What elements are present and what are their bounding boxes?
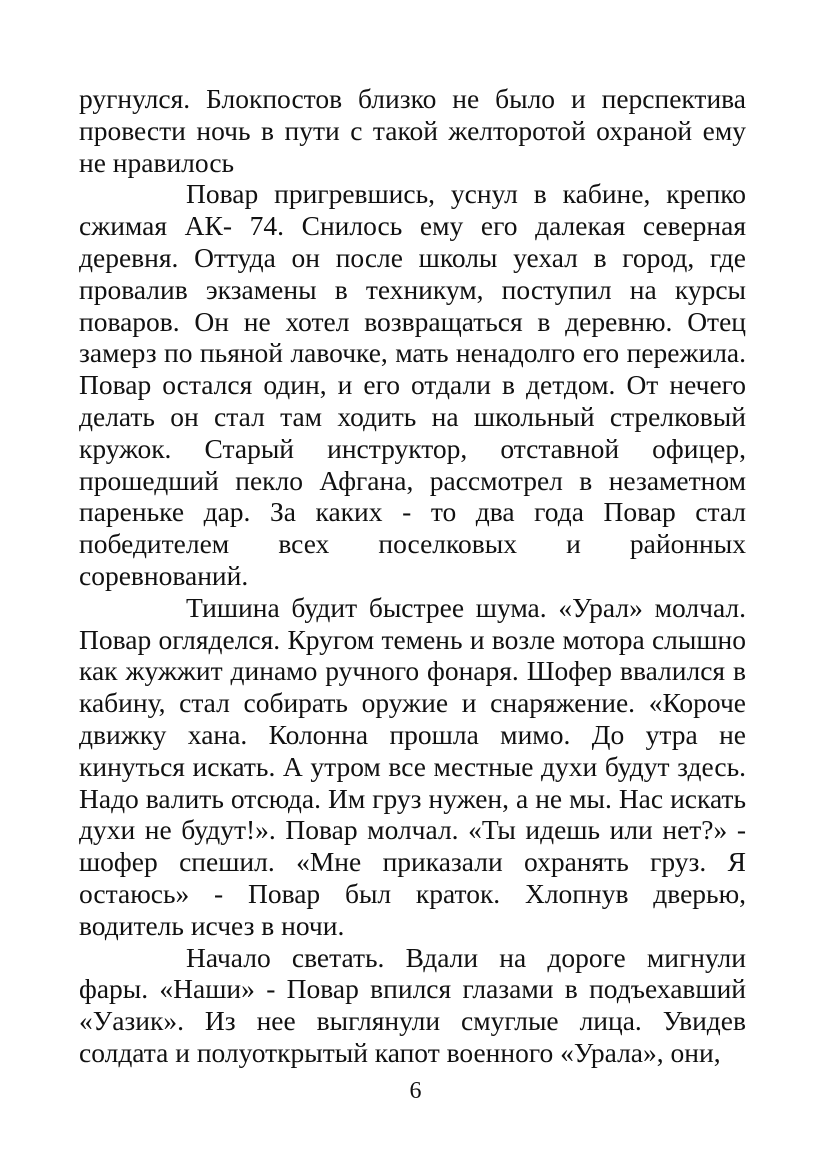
page-number: 6 [409, 1078, 422, 1104]
paragraph-3: Тишина будит быстрее шума. «Урал» молчал. Повар огляделся. Кругом темень и возле мотора слышно как жужжит динамо ручного фонаря. Шофер ввалился в кабину, стал собирать оружие и снаряжение. «Короче движку хана. Колонна прошла мимо. До утра не кинуться искать. А утром все местные духи будут здесь. Надо валить отсюда. Им груз нужен, а не мы. Нас искать духи не будут!». Повар молчал. «Ты идешь или нет?» - шофер спешил. «Мне приказали охранять груз. Я остаюсь» - Повар был краток. Хлопнув дверью, водитель исчез в ночи. [79, 591, 746, 941]
page-body [79, 83, 746, 1069]
paragraph-1: ругнулся. Блокпостов близко не было и перспектива провести ночь в пути с такой желторотой охраной ему не нравилось [79, 83, 746, 178]
paragraph-4: Начало светать. Вдали на дороге мигнули фары. «Наши» - Повар впился глазами в подъехавший «Уазик». Из нее выглянули смуглые лица. Увидев солдата и полуоткрытый капот военного «Урала», они, [79, 941, 746, 1068]
paragraph-2: Повар пригревшись, уснул в кабине, крепко сжимая АК- 74. Снилось ему его далекая северная деревня. Оттуда он после школы уехал в город, где провалив экзамены в техникум, поступил на курсы поваров. Он не хотел возвращаться в деревню. Отец замерз по пьяной лавочке, мать ненадолго его пережила. Повар остался один, и его отдали в детдом. От нечего делать он стал там ходить на школьный стрелковый кружок. Старый инструктор, отставной офицер, прошедший пекло Афгана, рассмотрел в незаметном пареньке дар. За каких - то два года Повар стал победителем всех поселковых и районных соревнований. [79, 178, 746, 591]
